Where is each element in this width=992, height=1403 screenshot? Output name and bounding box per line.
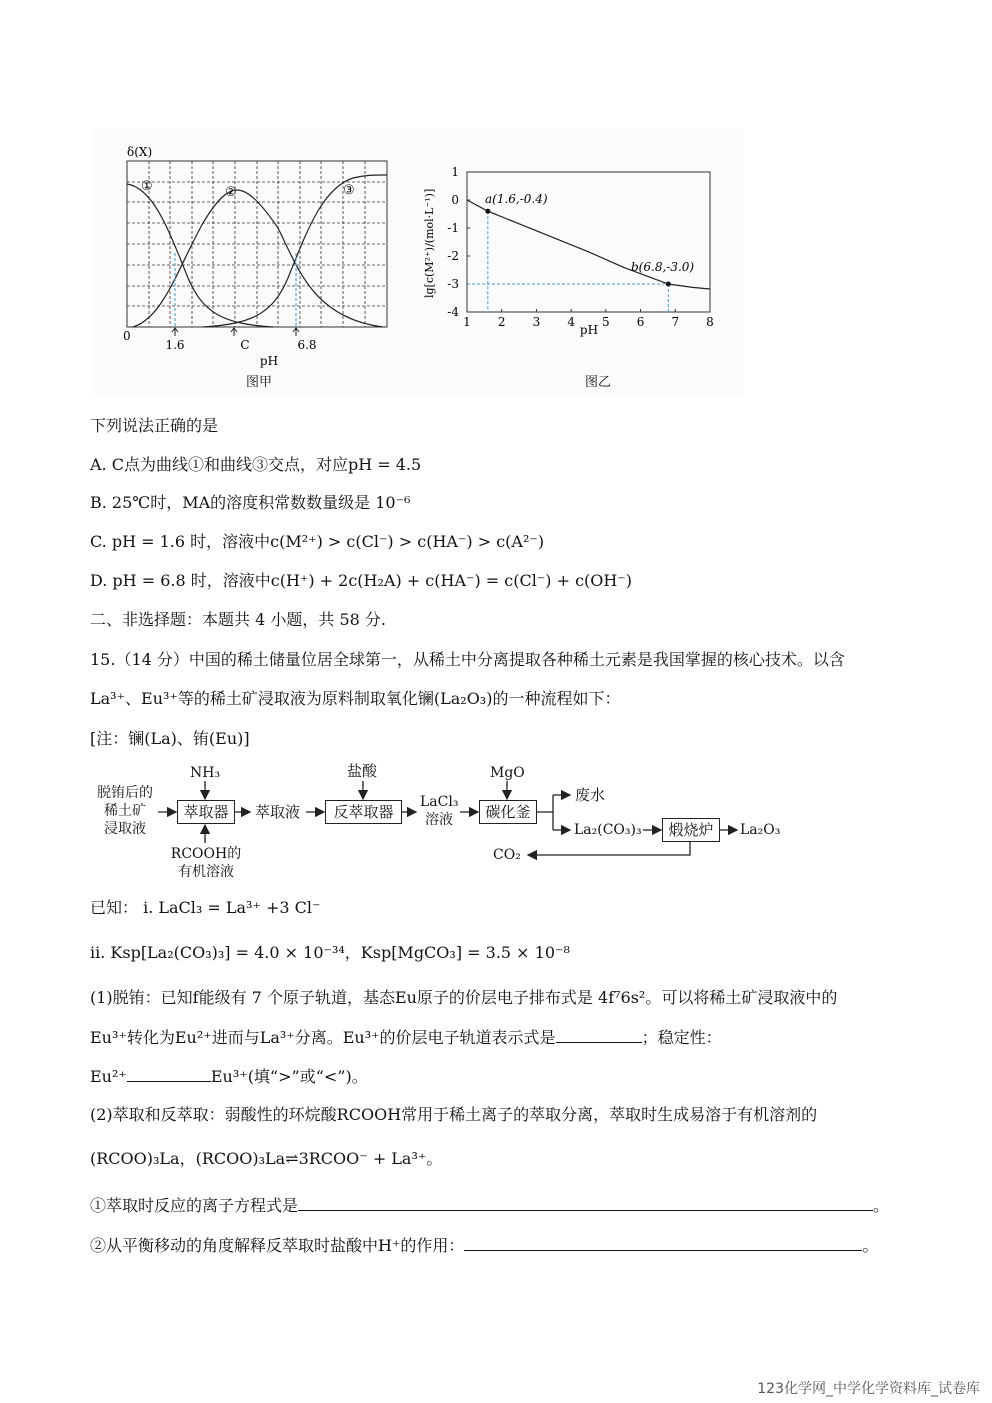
- carbonization-box: 碳化釜: [479, 800, 537, 824]
- curve-label-2: ②: [225, 185, 237, 200]
- x-tick-label: 5: [602, 315, 610, 329]
- back-extractor-box: 反萃取器: [325, 800, 402, 824]
- feed-label: 脱铕后的 稀土矿 浸取液: [97, 785, 153, 837]
- figure-b-ylabel: lg[c(M²⁺)/(mol·L⁻¹)]: [423, 188, 436, 298]
- y-tick-label: -2: [447, 249, 459, 263]
- answer-blank-ion-equation[interactable]: [298, 1194, 873, 1211]
- x-tick-label: 8: [706, 315, 714, 329]
- q15-line2: La³⁺、Eu³⁺等的稀土矿浸取液为原料制取氧化镧(La₂O₃)的一种流程如下：: [90, 689, 621, 708]
- figure-a-chart: [93, 128, 423, 396]
- curve-label-1: ①: [141, 179, 153, 194]
- x-tick-label: 7: [671, 315, 680, 329]
- known-2: ⅱ. Ksp[La₂(CO₃)₃] = 4.0 × 10⁻³⁴，Ksp[MgCO₃] = 3.5 × 10⁻⁸: [90, 943, 570, 962]
- la2o3-label: La₂O₃: [740, 822, 781, 838]
- x-tick-label: 6: [636, 315, 645, 329]
- la2co3-label: La₂(CO₃)₃: [574, 822, 642, 838]
- y-tick-label: 1: [451, 165, 459, 179]
- option-a: A. C点为曲线①和曲线③交点，对应pH = 4.5: [90, 455, 422, 474]
- x-tick-label: 1: [463, 315, 471, 329]
- x-tick-label: 4: [567, 315, 575, 329]
- curve-2: [133, 190, 383, 327]
- answer-blank-stability[interactable]: [127, 1065, 211, 1082]
- tick-c: C: [240, 338, 250, 352]
- curve-label-3: ③: [343, 183, 355, 198]
- y-tick-label: -1: [447, 221, 459, 235]
- option-c: C. pH = 1.6 时，溶液中c(M²⁺) > c(Cl⁻) > c(HA⁻) > c(A²⁻): [90, 532, 545, 551]
- figure-b-caption: 图乙: [585, 375, 612, 390]
- x-tick-label: 3: [532, 315, 541, 329]
- figure-a-xlabel: pH: [259, 354, 279, 368]
- mgo-label: MgO: [490, 765, 525, 781]
- note-line: [注：镧(La)、铕(Eu)]: [90, 729, 250, 748]
- part1-line1: (1)脱铕：已知f能级有 7 个原子轨道，基态Eu原子的价层电子排布式是 4f⁷6s²。可以将稀土矿浸取液中的: [90, 988, 838, 1007]
- answer-blank-orbital[interactable]: [556, 1026, 642, 1043]
- part2-line1: (2)萃取和反萃取：弱酸性的环烷酸RCOOH常用于稀土离子的萃取分离，萃取时生成易溶于有机溶剂的: [90, 1105, 818, 1124]
- co2-label: CO₂: [493, 847, 521, 863]
- part2-q1: ①萃取时反应的离子方程式是 。: [90, 1196, 890, 1215]
- figure-panel: [93, 128, 743, 396]
- figure-a-ylabel: δ(X): [127, 145, 153, 159]
- section-heading: 二、非选择题：本题共 4 小题，共 58 分.: [90, 610, 386, 629]
- extractor-box: 萃取器: [177, 800, 235, 824]
- option-b: B. 25℃时，MA的溶度积常数数量级是 10⁻⁶: [90, 493, 411, 512]
- y-tick-label: 0: [451, 193, 459, 207]
- q15-line1: 15.（14 分）中国的稀土储量位居全球第一，从稀土中分离提取各种稀土元素是我国掌握的核心技术。以含: [90, 650, 845, 669]
- tick-1-6: 1.6: [165, 338, 185, 352]
- figure-b-xlabel: pH: [579, 323, 599, 337]
- origin-label: 0: [123, 329, 131, 343]
- point-b-label: b(6.8,-3.0): [631, 260, 695, 274]
- solubility-curve: [467, 200, 710, 289]
- figure-b-chart: [413, 128, 743, 396]
- figure-a-caption: 图甲: [246, 375, 273, 390]
- nh3-label: NH₃: [190, 765, 221, 781]
- x-tick-label: 2: [497, 315, 506, 329]
- lacl3-label: LaCl₃ 溶液: [420, 794, 459, 828]
- point-a: [485, 209, 490, 214]
- hcl-label: 盐酸: [347, 762, 378, 780]
- part2-q2: ②从平衡移动的角度解释反萃取时盐酸中H⁺的作用： 。: [90, 1236, 879, 1255]
- question-prompt: 下列说法正确的是: [90, 416, 219, 435]
- part1-line2: Eu³⁺转化为Eu²⁺进而与La³⁺分离。Eu³⁺的价层电子轨道表示式是 ；稳定性：: [90, 1028, 722, 1047]
- point-b: [666, 282, 671, 287]
- y-tick-label: -3: [447, 277, 459, 291]
- footer-watermark: 123化学网_中学化学资料库_试卷库: [757, 1381, 980, 1397]
- answer-blank-explanation[interactable]: [464, 1234, 862, 1251]
- curve-1: [127, 184, 273, 327]
- rcooh-label: RCOOH的 有机溶液: [170, 846, 242, 880]
- part2-line2: (RCOO)₃La，(RCOO)₃La⇌3RCOO⁻ + La³⁺。: [90, 1149, 443, 1168]
- tick-6-8: 6.8: [297, 338, 317, 352]
- known-1: 已知： ⅰ. LaCl₃ = La³⁺ +3 Cl⁻: [90, 898, 321, 917]
- extract-liquid-label: 萃取液: [255, 803, 301, 821]
- point-a-label: a(1.6,-0.4): [485, 192, 548, 206]
- option-d: D. pH = 6.8 时，溶液中c(H⁺) + 2c(H₂A) + c(HA⁻) = c(Cl⁻) + c(OH⁻): [90, 571, 633, 590]
- y-tick-label: -4: [447, 305, 459, 319]
- furnace-box: 煅烧炉: [662, 818, 720, 842]
- part1-line3: Eu²⁺ Eu³⁺(填“>”或“<”)。: [90, 1067, 368, 1086]
- waste-label: 废水: [575, 786, 606, 804]
